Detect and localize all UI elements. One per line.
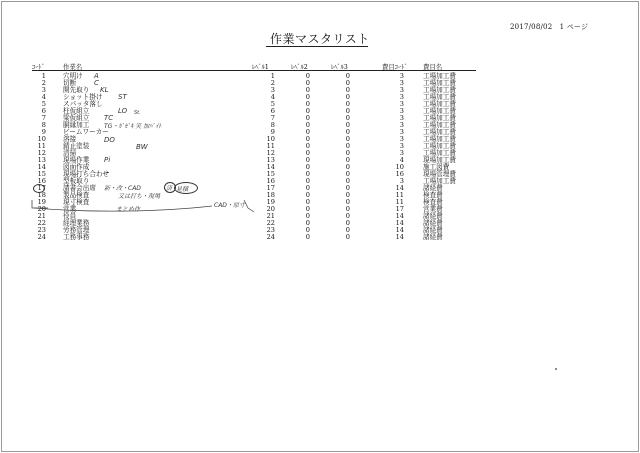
handwritten-note: 済 [166, 185, 173, 192]
bracket-mark [32, 200, 48, 208]
row-name: 現寸検査 [63, 198, 90, 206]
row-level1: 13 [266, 156, 275, 164]
row-cost-name: 工場加工費 [423, 135, 456, 143]
row-cost-code: 3 [399, 177, 404, 185]
row-cost-code: 17 [395, 205, 404, 213]
row-code: 12 [37, 149, 46, 157]
row-cost-code: 11 [395, 198, 404, 206]
row-level2: 0 [305, 198, 310, 206]
row-level2: 0 [305, 121, 310, 129]
row-cost-name: 施工図費 [423, 163, 450, 171]
row-level2: 0 [305, 79, 310, 87]
row-code: 1 [41, 72, 46, 80]
row-cost-code: 3 [399, 79, 404, 87]
row-level1: 8 [270, 121, 275, 129]
row-level1: 21 [266, 212, 275, 220]
row-name: 図面作成 [63, 163, 90, 171]
row-level3: 0 [345, 114, 350, 122]
row-level3: 0 [345, 191, 350, 199]
row-cost-code: 3 [399, 135, 404, 143]
row-level1: 16 [266, 177, 275, 185]
row-name: 労務管理 [63, 226, 90, 234]
row-cost-code: 16 [395, 170, 404, 178]
row-cost-code: 3 [399, 128, 404, 136]
row-cost-name: 諸経費 [423, 233, 443, 241]
row-name: 梁仮組立 [63, 114, 90, 122]
handwritten-note: 又は打ち・現場 [118, 193, 161, 200]
row-cost-code: 3 [399, 142, 404, 150]
page-number: 1 ページ [559, 23, 589, 31]
row-cost-name: 工場加工費 [423, 177, 456, 185]
row-name: ビームワーカー [63, 128, 109, 136]
row-name: 開先取り [63, 86, 90, 94]
row-cost-code: 3 [399, 149, 404, 157]
row-level2: 0 [305, 114, 310, 122]
row-level2: 0 [305, 212, 310, 220]
row-cost-name: 営業費 [423, 205, 443, 213]
row-name: 切断 [63, 79, 77, 87]
row-level3: 0 [345, 72, 350, 80]
row-level3: 0 [345, 156, 350, 164]
handwritten-note: LO [118, 107, 128, 115]
row-cost-name: 工場加工費 [423, 149, 456, 157]
row-level1: 11 [266, 142, 275, 150]
row-level2: 0 [305, 177, 310, 185]
row-level2: 0 [305, 226, 310, 234]
row-cost-code: 3 [399, 107, 404, 115]
row-cost-code: 14 [395, 233, 404, 241]
row-level2: 0 [305, 163, 310, 171]
row-level1: 6 [270, 107, 275, 115]
row-level3: 0 [345, 163, 350, 171]
row-name: 穴明け [63, 72, 83, 80]
row-level1: 17 [266, 184, 275, 192]
row-level1: 20 [266, 205, 275, 213]
header-cost-code: 費目ｺｰﾄﾞ [382, 63, 408, 71]
row-cost-code: 3 [399, 86, 404, 94]
handwritten-note: KL [100, 86, 109, 94]
row-cost-code: 3 [399, 121, 404, 129]
row-code: 9 [41, 128, 46, 136]
row-level2: 0 [305, 184, 310, 192]
handwritten-note: Pi [104, 156, 111, 164]
row-level3: 0 [345, 177, 350, 185]
row-code: 14 [37, 163, 46, 171]
row-level3: 0 [345, 79, 350, 87]
row-code: 3 [41, 86, 46, 94]
row-level1: 22 [266, 219, 275, 227]
row-cost-code: 14 [395, 212, 404, 220]
row-code: 20 [37, 205, 46, 213]
row-name: 清掃 [63, 149, 77, 157]
row-level1: 18 [266, 191, 275, 199]
handwritten-note: 新・改・CAD [104, 185, 141, 192]
print-date: 2017/08/02 [510, 23, 553, 31]
row-cost-name: 工場加工費 [423, 100, 456, 108]
arrow-stroke [244, 200, 254, 212]
row-level2: 0 [305, 135, 310, 143]
handwritten-note: A [94, 72, 99, 80]
header-level2: ﾚﾍﾞﾙ2 [291, 63, 308, 71]
row-cost-name: 工場加工費 [423, 86, 456, 94]
underline-stroke [34, 206, 212, 211]
row-name: 製品検査 [63, 191, 90, 199]
handwritten-note: St. [134, 110, 141, 116]
row-code: 8 [41, 121, 46, 129]
handwritten-note: TG・ｶﾞｾﾞｷ 笑 加ﾊﾞｲﾄ [104, 123, 162, 130]
row-code: 17 [37, 184, 46, 192]
row-name: 溶接 [63, 135, 77, 143]
row-cost-code: 3 [399, 72, 404, 80]
row-code: 18 [37, 191, 46, 199]
row-name: 胴縁加工 [63, 121, 90, 129]
row-level1: 1 [270, 72, 275, 80]
row-cost-name: 工場加工費 [423, 114, 456, 122]
row-cost-name: 諸経費 [423, 219, 443, 227]
row-name: ショット掛け [63, 93, 103, 101]
row-level1: 7 [270, 114, 275, 122]
handwritten-note: TC [104, 114, 114, 122]
row-code: 5 [41, 100, 46, 108]
row-level3: 0 [345, 170, 350, 178]
handwritten-note: C [94, 79, 99, 87]
row-level2: 0 [305, 205, 310, 213]
row-cost-code: 4 [399, 156, 404, 164]
row-level1: 19 [266, 198, 275, 206]
row-level2: 0 [305, 170, 310, 178]
row-cost-name: 工場加工費 [423, 128, 456, 136]
row-name: 現場作業 [63, 156, 90, 164]
row-cost-name: 現場管理費 [423, 170, 456, 178]
row-level2: 0 [305, 93, 310, 101]
row-code: 6 [41, 107, 46, 115]
row-cost-name: 工場加工費 [423, 107, 456, 115]
row-level1: 23 [266, 226, 275, 234]
row-level1: 9 [270, 128, 275, 136]
header-name: 作業名 [63, 63, 83, 71]
row-level2: 0 [305, 219, 310, 227]
row-code: 10 [37, 135, 46, 143]
row-level2: 0 [305, 142, 310, 150]
row-code: 2 [41, 79, 46, 87]
row-cost-name: 諸経費 [423, 226, 443, 234]
row-name: スパッタ落し [63, 100, 103, 108]
row-level1: 10 [266, 135, 275, 143]
row-cost-code: 14 [395, 219, 404, 227]
row-level1: 4 [270, 93, 275, 101]
row-level2: 0 [305, 156, 310, 164]
row-cost-name: 工場加工費 [423, 142, 456, 150]
row-level2: 0 [305, 86, 310, 94]
row-code: 21 [37, 212, 46, 220]
header-code: ｺｰﾄﾞ [32, 63, 45, 71]
row-level3: 0 [345, 149, 350, 157]
row-level1: 2 [270, 79, 275, 87]
row-level2: 0 [305, 128, 310, 136]
row-level2: 0 [305, 107, 310, 115]
row-cost-name: 工場加工費 [423, 72, 456, 80]
dot-mark [555, 368, 557, 370]
row-name: 柱仮組立 [63, 107, 90, 115]
row-code: 22 [37, 219, 46, 227]
row-cost-code: 3 [399, 93, 404, 101]
row-cost-name: 検査費 [423, 191, 443, 199]
row-code: 16 [37, 177, 46, 185]
row-cost-name: 検査費 [423, 198, 443, 206]
row-level1: 14 [266, 163, 275, 171]
row-name: 役員 [63, 212, 77, 220]
row-level3: 0 [345, 135, 350, 143]
row-level3: 0 [345, 128, 350, 136]
handwritten-note: ST [118, 93, 127, 101]
handwritten-note: DO [104, 136, 115, 144]
row-cost-name: 工場加工費 [423, 121, 456, 129]
row-cost-name: 工場加工費 [423, 93, 456, 101]
row-name: 経理業務 [63, 219, 90, 227]
row-level3: 0 [345, 184, 350, 192]
row-name: 現場打ち合わせ [63, 170, 110, 178]
row-cost-name: 諸経費 [423, 184, 443, 192]
row-level2: 0 [305, 149, 310, 157]
row-name: 型板取り [63, 177, 90, 185]
row-code: 23 [37, 226, 46, 234]
row-cost-name: 諸経費 [423, 212, 443, 220]
row-level3: 0 [345, 233, 350, 241]
row-level3: 0 [345, 107, 350, 115]
row-level2: 0 [305, 233, 310, 241]
row-cost-code: 11 [395, 191, 404, 199]
header-level1: ﾚﾍﾞﾙ1 [252, 63, 269, 71]
row-cost-code: 14 [395, 226, 404, 234]
handwritten-note: BW [136, 143, 148, 151]
row-level3: 0 [345, 219, 350, 227]
row-code: 4 [41, 93, 46, 101]
row-cost-code: 3 [399, 114, 404, 122]
header-cost-name: 費目名 [423, 63, 443, 71]
row-code: 19 [37, 198, 46, 206]
row-name: 請書会出席 [63, 184, 96, 192]
row-level3: 0 [345, 226, 350, 234]
row-code: 24 [37, 233, 46, 241]
row-level1: 12 [266, 149, 275, 157]
row-level1: 15 [266, 170, 275, 178]
row-code: 13 [37, 156, 46, 164]
row-code: 15 [37, 170, 46, 178]
row-cost-code: 3 [399, 100, 404, 108]
row-name: 錆止塗装 [63, 142, 90, 150]
row-level3: 0 [345, 198, 350, 206]
row-level3: 0 [345, 86, 350, 94]
row-level2: 0 [305, 191, 310, 199]
row-name: 工務事務 [63, 233, 90, 241]
header-level3: ﾚﾍﾞﾙ3 [331, 63, 348, 71]
row-level3: 0 [345, 121, 350, 129]
row-level3: 0 [345, 100, 350, 108]
handwritten-note: まとめ作 [116, 206, 141, 213]
row-level1: 5 [270, 100, 275, 108]
row-code: 11 [37, 142, 46, 150]
row-level1: 24 [266, 233, 275, 241]
row-level3: 0 [345, 93, 350, 101]
handwritten-note: 見積 [176, 186, 189, 193]
row-cost-code: 14 [395, 184, 404, 192]
row-cost-name: 工場加工費 [423, 79, 456, 87]
row-cost-name: 現場加工費 [423, 156, 456, 164]
handwritten-note: CAD・原寸 [214, 202, 245, 209]
row-code: 7 [41, 114, 46, 122]
row-level2: 0 [305, 100, 310, 108]
row-level3: 0 [345, 142, 350, 150]
row-cost-code: 10 [395, 163, 404, 171]
page-title: 作業マスタリスト [270, 32, 370, 46]
row-level3: 0 [345, 205, 350, 213]
row-level2: 0 [305, 72, 310, 80]
row-name: 営業 [63, 205, 77, 213]
row-level1: 3 [270, 86, 275, 94]
row-level3: 0 [345, 212, 350, 220]
